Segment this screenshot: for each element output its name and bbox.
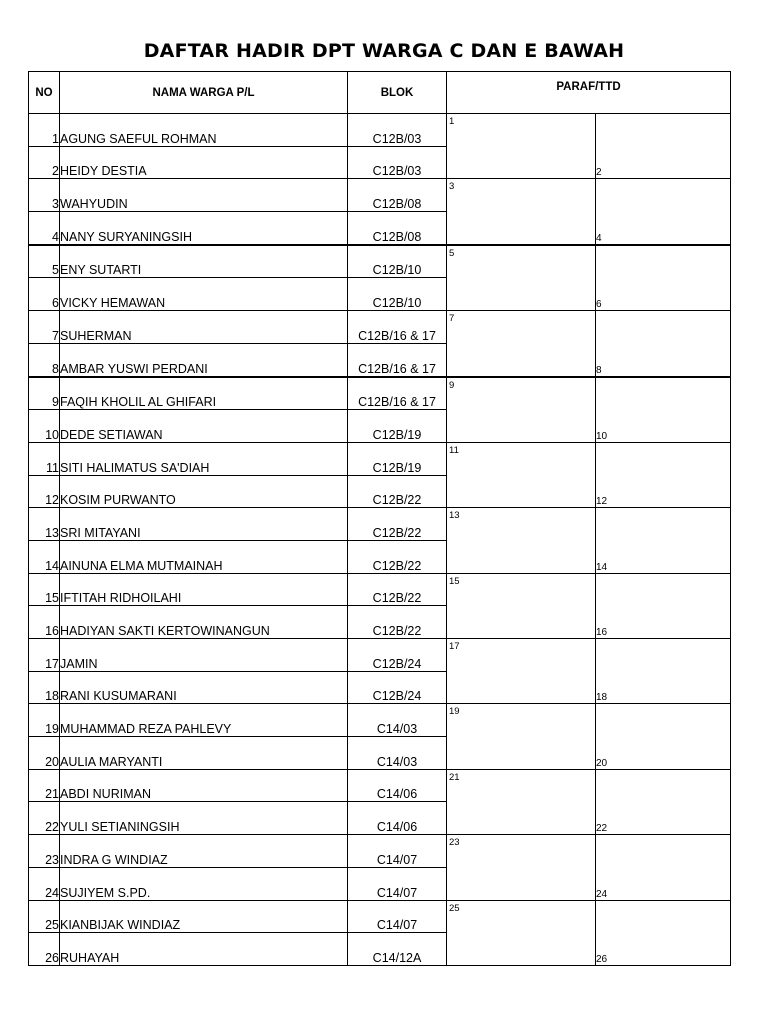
row-number: 6 xyxy=(29,278,60,311)
table-body xyxy=(29,114,731,966)
signature-cell-right[interactable]: 24 xyxy=(596,867,731,900)
row-number: 17 xyxy=(29,639,60,672)
signature-cell-left[interactable] xyxy=(447,933,596,966)
signature-number: 9 xyxy=(449,379,455,391)
signature-number: 15 xyxy=(449,575,460,587)
table-row xyxy=(29,737,731,770)
resident-name: HADIYAN SAKTI KERTOWINANGUN xyxy=(60,606,348,639)
table-row xyxy=(29,377,731,410)
document-title: DAFTAR HADIR DPT WARGA C DAN E BAWAH xyxy=(143,40,625,62)
row-number: 21 xyxy=(29,769,60,802)
row-number: 23 xyxy=(29,835,60,868)
table-row xyxy=(29,311,731,344)
row-number: 12 xyxy=(29,475,60,508)
row-number: 5 xyxy=(29,245,60,278)
row-number: 20 xyxy=(29,737,60,770)
resident-blok: C12B/03 xyxy=(348,146,447,179)
row-number: 8 xyxy=(29,343,60,376)
resident-name: KOSIM PURWANTO xyxy=(60,475,348,508)
signature-cell-left[interactable] xyxy=(447,802,596,835)
table-row xyxy=(29,410,731,443)
table-row xyxy=(29,704,731,737)
signature-cell-right[interactable]: 6 xyxy=(596,278,731,311)
resident-name: AGUNG SAEFUL ROHMAN xyxy=(60,114,348,147)
table-row xyxy=(29,278,731,311)
table-row xyxy=(29,442,731,475)
signature-cell-left[interactable] xyxy=(447,442,596,475)
row-number: 10 xyxy=(29,410,60,443)
resident-name: NANY SURYANINGSIH xyxy=(60,212,348,245)
row-number: 13 xyxy=(29,508,60,541)
resident-name: MUHAMMAD REZA PAHLEVY xyxy=(60,704,348,737)
table-row xyxy=(29,146,731,179)
row-number: 26 xyxy=(29,933,60,966)
table-row xyxy=(29,671,731,704)
signature-cell-right[interactable]: 10 xyxy=(596,410,731,443)
resident-blok: C14/07 xyxy=(348,835,447,868)
resident-blok: C12B/22 xyxy=(348,508,447,541)
signature-number: 25 xyxy=(449,902,460,914)
row-number: 4 xyxy=(29,212,60,245)
signature-cell-left[interactable] xyxy=(447,278,596,311)
signature-cell-left[interactable] xyxy=(447,508,596,541)
resident-name: SITI HALIMATUS SA'DIAH xyxy=(60,442,348,475)
resident-name: JAMIN xyxy=(60,639,348,672)
signature-cell-right[interactable]: 26 xyxy=(596,933,731,966)
signature-cell-right[interactable]: 16 xyxy=(596,606,731,639)
signature-cell-left[interactable] xyxy=(447,410,596,443)
table-row xyxy=(29,606,731,639)
signature-cell-right[interactable] xyxy=(596,179,731,212)
signature-cell-right[interactable] xyxy=(596,245,731,278)
signature-cell-right[interactable]: 18 xyxy=(596,671,731,704)
row-number: 25 xyxy=(29,900,60,933)
table-row xyxy=(29,475,731,508)
table-row xyxy=(29,835,731,868)
table-row xyxy=(29,508,731,541)
row-number: 1 xyxy=(29,114,60,147)
table-row xyxy=(29,114,731,147)
signature-cell-left[interactable] xyxy=(447,867,596,900)
table-row xyxy=(29,179,731,212)
row-number: 16 xyxy=(29,606,60,639)
signature-cell-right[interactable] xyxy=(596,769,731,802)
row-number: 22 xyxy=(29,802,60,835)
resident-blok: C12B/16 & 17 xyxy=(348,311,447,344)
resident-name: SUHERMAN xyxy=(60,311,348,344)
resident-blok: C12B/19 xyxy=(348,442,447,475)
resident-name: ABDI NURIMAN xyxy=(60,769,348,802)
table-row xyxy=(29,212,731,245)
header-name: NAMA WARGA P/L xyxy=(60,72,348,114)
signature-cell-left[interactable] xyxy=(447,737,596,770)
signature-cell-left[interactable] xyxy=(447,146,596,179)
signature-number: 13 xyxy=(449,510,460,522)
signature-cell-left[interactable] xyxy=(447,114,596,147)
signature-cell-left[interactable] xyxy=(447,573,596,606)
signature-cell-left[interactable] xyxy=(447,475,596,508)
resident-name: SRI MITAYANI xyxy=(60,508,348,541)
resident-blok: C14/07 xyxy=(348,900,447,933)
signature-cell-left[interactable] xyxy=(447,671,596,704)
signature-cell-right[interactable]: 20 xyxy=(596,737,731,770)
row-number: 14 xyxy=(29,540,60,573)
resident-name: FAQIH KHOLIL AL GHIFARI xyxy=(60,377,348,410)
resident-blok: C14/03 xyxy=(348,737,447,770)
signature-cell-left[interactable] xyxy=(447,540,596,573)
resident-name: WAHYUDIN xyxy=(60,179,348,212)
resident-name: SUJIYEM S.PD. xyxy=(60,867,348,900)
table-row xyxy=(29,867,731,900)
resident-name: YULI SETIANINGSIH xyxy=(60,802,348,835)
signature-cell-right[interactable] xyxy=(596,114,731,147)
signature-cell-left[interactable] xyxy=(447,769,596,802)
resident-blok: C12B/24 xyxy=(348,639,447,672)
signature-cell-left[interactable] xyxy=(447,343,596,376)
row-number: 9 xyxy=(29,377,60,410)
resident-blok: C12B/16 & 17 xyxy=(348,377,447,410)
table-row xyxy=(29,639,731,672)
resident-name: AMBAR YUSWI PERDANI xyxy=(60,343,348,376)
resident-blok: C12B/10 xyxy=(348,245,447,278)
table-row xyxy=(29,343,731,376)
signature-number: 5 xyxy=(449,247,455,259)
table-row xyxy=(29,802,731,835)
signature-cell-left[interactable] xyxy=(447,704,596,737)
signature-cell-right[interactable] xyxy=(596,311,731,344)
row-number: 15 xyxy=(29,573,60,606)
signature-cell-left[interactable] xyxy=(447,900,596,933)
header-paraf: PARAF/TTD xyxy=(447,72,731,114)
row-number: 24 xyxy=(29,867,60,900)
resident-name: AINUNA ELMA MUTMAINAH xyxy=(60,540,348,573)
signature-cell-right[interactable] xyxy=(596,639,731,672)
signature-cell-left[interactable] xyxy=(447,606,596,639)
resident-blok: C14/06 xyxy=(348,802,447,835)
table-row xyxy=(29,245,731,278)
table-row xyxy=(29,573,731,606)
header-no: NO xyxy=(29,72,60,114)
signature-number: 7 xyxy=(449,313,455,325)
signature-cell-right[interactable]: 22 xyxy=(596,802,731,835)
resident-blok: C12B/22 xyxy=(348,540,447,573)
signature-cell-left[interactable] xyxy=(447,639,596,672)
resident-name: KIANBIJAK WINDIAZ xyxy=(60,900,348,933)
resident-blok: C14/12A xyxy=(348,933,447,966)
signature-cell-left[interactable] xyxy=(447,377,596,410)
table-row xyxy=(29,900,731,933)
resident-name: RANI KUSUMARANI xyxy=(60,671,348,704)
resident-blok: C12B/08 xyxy=(348,179,447,212)
signature-cell-right[interactable] xyxy=(596,573,731,606)
signature-cell-right[interactable] xyxy=(596,508,731,541)
signature-cell-left[interactable] xyxy=(447,245,596,278)
signature-cell-left[interactable] xyxy=(447,835,596,868)
signature-cell-right[interactable]: 8 xyxy=(596,343,731,376)
signature-cell-right[interactable] xyxy=(596,377,731,410)
resident-blok: C12B/08 xyxy=(348,212,447,245)
signature-number: 23 xyxy=(449,837,460,849)
signature-cell-left[interactable] xyxy=(447,212,596,245)
signature-cell-left[interactable] xyxy=(447,179,596,212)
resident-blok: C12B/03 xyxy=(348,114,447,147)
resident-name: VICKY HEMAWAN xyxy=(60,278,348,311)
resident-blok: C12B/16 & 17 xyxy=(348,343,447,376)
resident-blok: C14/07 xyxy=(348,867,447,900)
resident-name: IFTITAH RIDHOILAHI xyxy=(60,573,348,606)
signature-cell-right[interactable]: 12 xyxy=(596,475,731,508)
row-number: 2 xyxy=(29,146,60,179)
signature-cell-right[interactable] xyxy=(596,442,731,475)
signature-cell-right[interactable] xyxy=(596,835,731,868)
signature-number: 3 xyxy=(449,181,455,193)
resident-name: HEIDY DESTIA xyxy=(60,146,348,179)
signature-number: 17 xyxy=(449,641,460,652)
row-number: 19 xyxy=(29,704,60,737)
table-row xyxy=(29,933,731,966)
resident-name: DEDE SETIAWAN xyxy=(60,410,348,443)
row-number: 3 xyxy=(29,179,60,212)
signature-number: 11 xyxy=(449,444,459,456)
table-row xyxy=(29,769,731,802)
signature-cell-right[interactable] xyxy=(596,704,731,737)
resident-blok: C12B/22 xyxy=(348,475,447,508)
signature-number: 21 xyxy=(449,771,460,783)
signature-number: 19 xyxy=(449,706,460,718)
resident-blok: C12B/22 xyxy=(348,606,447,639)
signature-cell-right[interactable]: 2 xyxy=(596,146,731,179)
resident-blok: C12B/19 xyxy=(348,410,447,443)
signature-cell-right[interactable]: 4 xyxy=(596,212,731,245)
resident-blok: C12B/10 xyxy=(348,278,447,311)
resident-name: AULIA MARYANTI xyxy=(60,737,348,770)
resident-name: RUHAYAH xyxy=(60,933,348,966)
table-row xyxy=(29,540,731,573)
row-number: 11 xyxy=(29,442,60,475)
header-blok: BLOK xyxy=(348,72,447,114)
resident-blok: C12B/22 xyxy=(348,573,447,606)
row-number: 7 xyxy=(29,311,60,344)
signature-cell-right[interactable] xyxy=(596,900,731,933)
attendance-table xyxy=(28,71,731,966)
signature-number: 1 xyxy=(449,116,455,127)
signature-cell-right[interactable]: 14 xyxy=(596,540,731,573)
row-number: 18 xyxy=(29,671,60,704)
resident-name: ENY SUTARTI xyxy=(60,245,348,278)
resident-blok: C14/03 xyxy=(348,704,447,737)
resident-blok: C14/06 xyxy=(348,769,447,802)
signature-cell-left[interactable] xyxy=(447,311,596,344)
resident-blok: C12B/24 xyxy=(348,671,447,704)
table-header-row xyxy=(29,72,731,114)
resident-name: INDRA G WINDIAZ xyxy=(60,835,348,868)
